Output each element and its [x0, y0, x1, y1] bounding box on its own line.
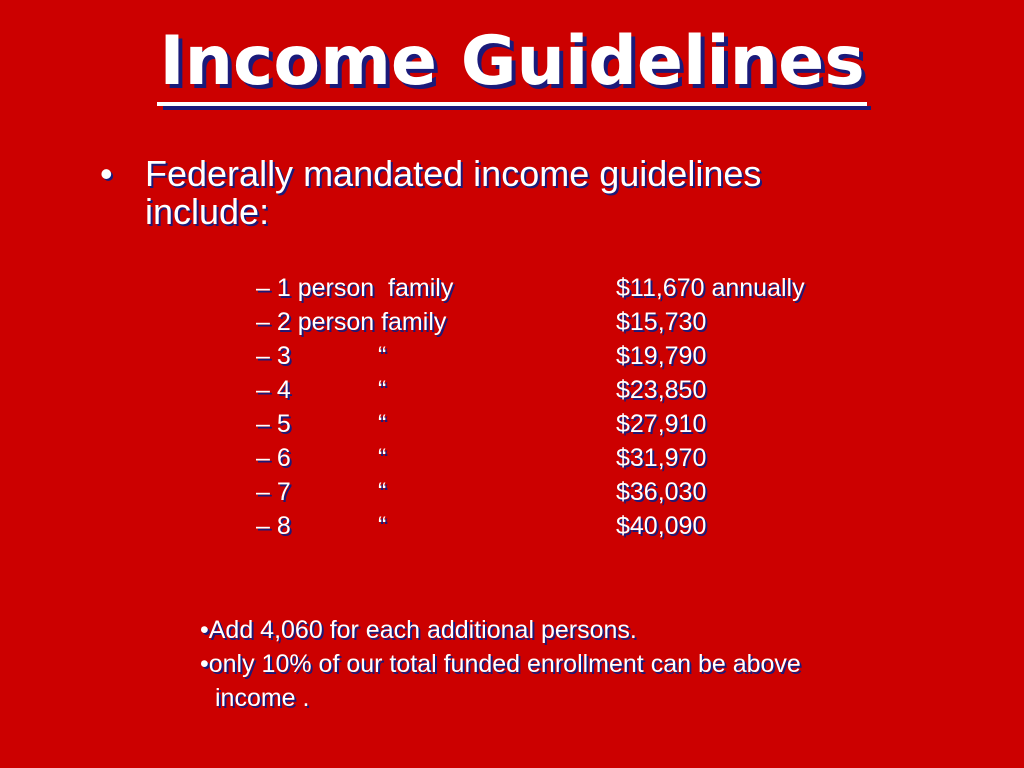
table-row [256, 509, 856, 543]
table-row [256, 373, 856, 407]
income-table [256, 271, 856, 543]
notes-section [200, 613, 940, 715]
ditto-mark: “ [378, 376, 387, 404]
bullet-symbol: • [100, 153, 113, 194]
note-enrollment-limit-continued: income . [215, 684, 310, 712]
ditto-mark: “ [378, 342, 387, 370]
ditto-mark: “ [378, 478, 387, 506]
table-row [256, 407, 856, 441]
income-amount: $19,790 [616, 342, 707, 370]
family-size-label: – 7 [256, 478, 291, 506]
slide-title-text: Income Guidelines [157, 22, 866, 106]
table-row [256, 475, 856, 509]
family-size-label: – 5 [256, 410, 291, 438]
income-amount: $36,030 [616, 478, 707, 506]
income-amount: $27,910 [616, 410, 707, 438]
family-size-label: – 1 person family [256, 274, 454, 302]
family-size-label: – 3 [256, 342, 291, 370]
income-amount: $31,970 [616, 444, 707, 472]
table-row [256, 339, 856, 373]
ditto-mark: “ [378, 444, 387, 472]
note-additional-persons: •Add 4,060 for each additional persons. [200, 616, 637, 644]
slide-title [0, 22, 1024, 106]
intro-bullet [100, 155, 860, 231]
family-size-label: – 4 [256, 376, 291, 404]
family-size-label: – 2 person family [256, 308, 447, 336]
income-amount: $23,850 [616, 376, 707, 404]
income-amount: $11,670 annually [616, 274, 805, 302]
family-size-label: – 8 [256, 512, 291, 540]
table-row [256, 271, 856, 305]
table-row [256, 305, 856, 339]
income-amount: $15,730 [616, 308, 707, 336]
table-row [256, 441, 856, 475]
note-enrollment-limit: •only 10% of our total funded enrollment can be above [200, 650, 801, 678]
income-amount: $40,090 [616, 512, 707, 540]
family-size-label: – 6 [256, 444, 291, 472]
ditto-mark: “ [378, 410, 387, 438]
ditto-mark: “ [378, 512, 387, 540]
intro-text: Federally mandated income guidelines include: [145, 153, 762, 232]
